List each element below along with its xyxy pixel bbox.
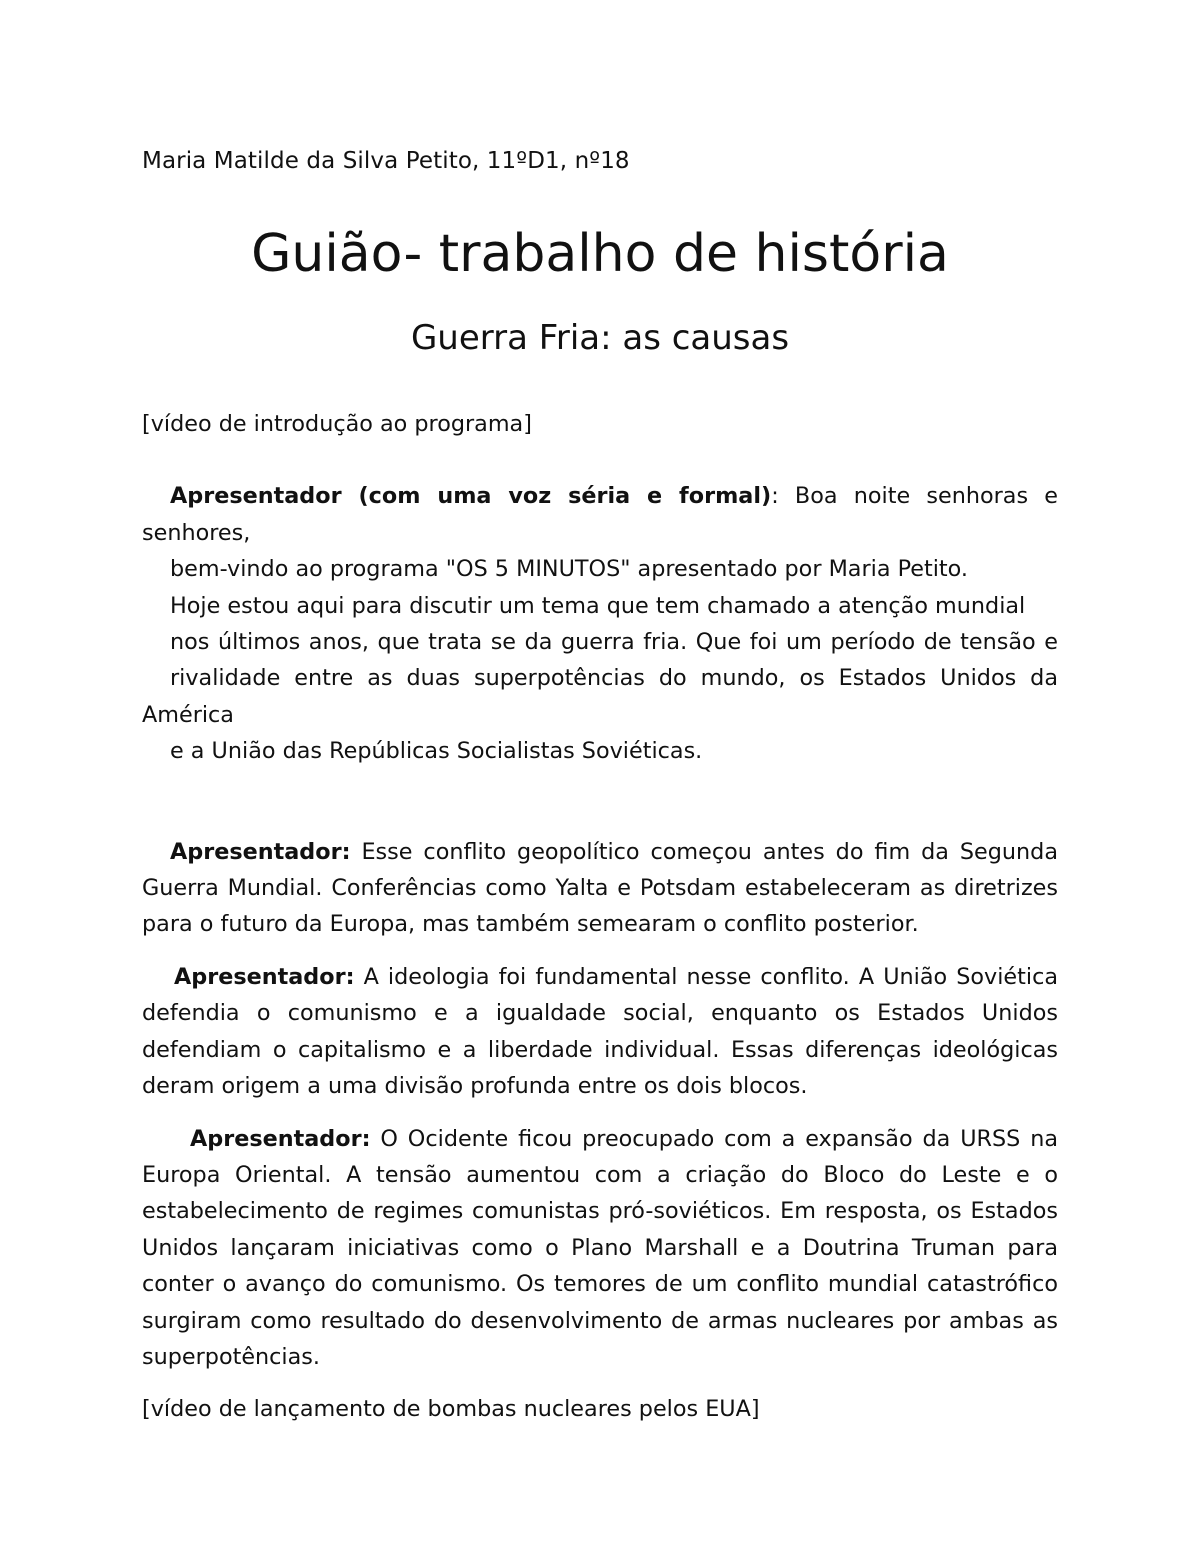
paragraph-1-line-5: rivalidade entre as duas superpotências do mundo, os Estados Unidos da América [142, 665, 1058, 728]
document-body [142, 406, 1058, 1428]
paragraph-4 [142, 1121, 1058, 1376]
paragraph-4-text: O Ocidente ficou preocupado com a expansão da URSS na Europa Oriental. A tensão aumentou com a criação do Bloco do Leste e o estabelecimento de regimes comunistas pró-soviéticos. Em resposta, os Estados Unidos lançaram iniciativas como o Plano Marshall e a Doutrina Truman para conter o avanço do comunismo. Os temores de um conflito mundial catastrófico surgiram como resultado do desenvolvimento de armas nucleares por ambas as superpotências. [142, 1125, 1058, 1370]
document-title: Guião- trabalho de história [251, 224, 949, 284]
speaker-label: Apresentador (com uma voz séria e formal) [170, 483, 772, 510]
paragraph-2-text: Esse conflito geopolítico começou antes do fim da Segunda Guerra Mundial. Conferências como Yalta e Potsdam estabeleceram as diretrizes para o futuro da Europa, mas também semearam o conflito posterior. [142, 838, 1058, 938]
speaker-label: Apresentador: [174, 963, 355, 990]
speaker-label: Apresentador: [170, 838, 351, 865]
paragraph-3 [142, 959, 1058, 1105]
paragraph-1-text: Boa noite senhoras e senhores, [142, 483, 1058, 546]
paragraph-2 [142, 834, 1058, 943]
speaker-label: Apresentador: [190, 1125, 371, 1152]
author-line: Maria Matilde da Silva Petito, 11ºD1, nº18 [142, 148, 630, 174]
paragraph-1-line-1 [142, 478, 1058, 551]
paragraph-3-text: A ideologia foi fundamental nesse conflito. A União Soviética defendia o comunismo e a igualdade social, enquanto os Estados Unidos defendiam o capitalismo e a liberdade individual. Essas diferenças ideológicas deram origem a uma divisão profunda entre os dois blocos. [142, 963, 1058, 1100]
paragraph-1-line-3: Hoje estou aqui para discutir um tema que tem chamado a atenção mundial [170, 592, 1026, 619]
paragraph-1-line-4: nos últimos anos, que trata se da guerra fria. Que foi um período de tensão e [170, 629, 1058, 656]
document-subtitle: Guerra Fria: as causas [410, 318, 790, 358]
intro-video-note: [vídeo de introdução ao programa] [142, 411, 532, 437]
closing-video-note: [vídeo de lançamento de bombas nucleares pelos EUA] [142, 1396, 760, 1423]
paragraph-1 [142, 478, 1058, 769]
speaker-colon: : [771, 483, 779, 510]
paragraph-1-line-2: bem-vindo ao programa "OS 5 MINUTOS" apresentado por Maria Petito. [170, 556, 968, 583]
paragraph-1-line-6: e a União das Repúblicas Socialistas Soviéticas. [170, 738, 703, 765]
